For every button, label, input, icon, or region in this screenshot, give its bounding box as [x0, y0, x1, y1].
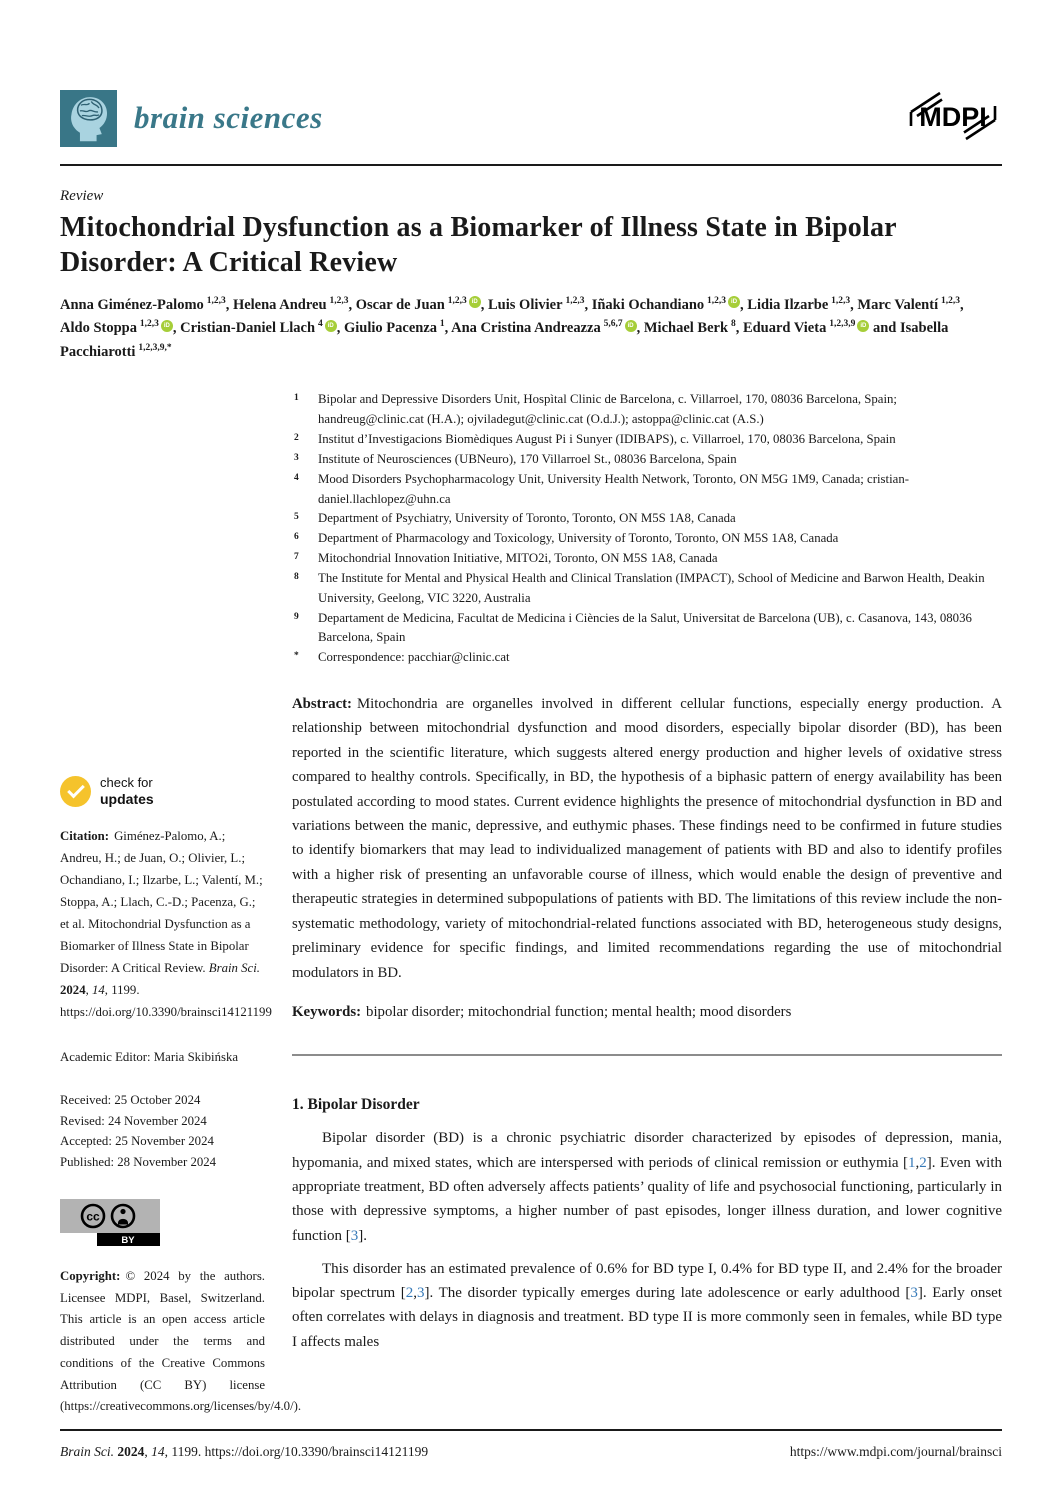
svg-text:MDPI: MDPI — [919, 101, 987, 132]
author: Oscar de Juan $^{1,2,3}$ iD , — [355, 296, 489, 313]
author: Michael Berk $^8$, — [643, 319, 743, 337]
body-paragraph: Bipolar disorder (BD) is a chronic psychiatric disorder characterized by episodes of depression, mania, hypomania, and mixed states, which are interspersed with periods of clinical remission or euthymia [1,2]. Even with appropriate treatment, BD often adversely affects patients’ quality of life and psychosocial functioning, particularly in those with depressive symptoms, a higher number of past episodes, longer illness duration, and lower cognitive function [3]. — [292, 1130, 1003, 1244]
affiliation: 9 Departament de Medicina, Facultat de Medicina i Ciències de la Salut, Universitat de Barcelona (UB), c. Casanova, 143, 08036 Barcelona, Spain — [294, 610, 972, 645]
page-footer — [60, 1429, 1002, 1460]
doi-link[interactable]: https://doi.org/10.3390/brainsci14121199 — [60, 1005, 272, 1020]
mdpi-logo — [904, 85, 1002, 152]
affiliation: * Correspondence: pacchiar@clinic.cat — [294, 650, 510, 665]
article-dates — [60, 1090, 265, 1173]
author: Anna Giménez-Palomo $^{1,2,3}$, — [60, 296, 233, 313]
keywords-label: Keywords: — [292, 1003, 362, 1020]
affiliation: 2 Institut d’Investigacions Biomèdiques August Pi i Sunyer (IDIBAPS), c. Villarroel, 170, 08036 Barcelona, Spain — [294, 432, 896, 447]
orcid-icon[interactable]: iD — [325, 320, 337, 332]
section-heading: 1. Bipolar Disorder — [292, 1096, 420, 1114]
keywords-divider — [292, 1054, 1002, 1056]
citation-ref[interactable]: 2 — [919, 1154, 927, 1171]
doi-link[interactable]: https://doi.org/10.3390/brainsci14121199 — [204, 1444, 429, 1459]
affiliation: 3 Institute of Neurosciences (UBNeuro), 170 Villarroel St., 08036 Barcelona, Spain — [294, 451, 737, 466]
section-body — [292, 1126, 1002, 1354]
citation-ref[interactable]: 2 — [405, 1285, 414, 1302]
affiliation: 1 Bipolar and Depressive Disorders Unit, Hospìtal Clinic de Barcelona, c. Villarroel, 170, 08036 Barcelona, Spain; handreug@clinic.cat (H.A.); ojviladegut@clinic.cat (O.d.J.); astoppa@clinic.cat (A.S.) — [294, 392, 897, 427]
footer-citation: Brain Sci. 2024, 14, 1199. https://doi.org/10.3390/brainsci14121199 — [60, 1444, 429, 1459]
check-for-updates-badge[interactable] — [60, 776, 265, 807]
author-list — [60, 294, 990, 364]
orcid-icon[interactable]: iD — [857, 320, 869, 332]
author: Ana Cristina Andreazza $^{5,6,7}$ iD , — [451, 319, 644, 337]
svg-text:cc: cc — [86, 1209, 100, 1224]
author: Lidia Ilzarbe $^{1,2,3}$, — [747, 296, 858, 313]
head-brain-icon — [60, 90, 117, 147]
copyright-text: © 2024 by the authors. Licensee MDPI, Basel, Switzerland. This article is an open access article distributed under the terms and conditions of the Creative Commons Attribution (CC BY) license (https://creativecommons.org/licenses/by/4.0/). — [60, 1268, 302, 1414]
copyright-label: Copyright: — [60, 1268, 121, 1283]
citation-ref[interactable]: 1 — [908, 1154, 916, 1171]
affiliation: 7 Mitochondrial Innovation Initiative, MITO2i, Toronto, ON M5S 1A8, Canada — [294, 551, 718, 566]
orcid-icon[interactable]: iD — [161, 320, 173, 332]
cc-by-icon — [60, 1199, 160, 1246]
published-date: Published: 28 November 2024 — [60, 1155, 217, 1170]
footer-divider — [60, 1429, 1002, 1431]
footer-journal-url[interactable]: https://www.mdpi.com/journal/brainsci — [789, 1444, 1002, 1459]
svg-text:BY: BY — [121, 1234, 135, 1246]
abstract-label: Abstract: — [292, 696, 352, 713]
main-column — [292, 390, 1002, 1429]
left-sidebar — [60, 390, 302, 1429]
journal-name: brain sciences — [134, 100, 323, 135]
accepted-date: Accepted: 25 November 2024 — [60, 1134, 214, 1149]
author: Cristian-Daniel Llach $^4$ iD , — [180, 319, 344, 337]
author: Isabella Pacchiarotti $^{1,2,3,9,*}$ — [60, 320, 949, 360]
author: Eduard Vieta $^{1,2,3,9}$ iD and — [742, 319, 900, 337]
keywords — [292, 1000, 1002, 1024]
author: Marc Valentí $^{1,2,3}$, — [857, 296, 964, 313]
citation-text: Giménez-Palomo, A.; Andreu, H.; de Juan, O.; Olivier, L.; Ochandiano, I.; Ilzarbe, L.; Valentí, M.; Stoppa, A.; Llach, C.-D.; Pacenza, G.; et al. Mitochondrial Dysfunction as a Biomarker of Illness State in Bipolar Disorder: A Critical Review. Brain Sci. 2024, 14, 1199. https://doi.org/10.3390/brainsci14121199 — [60, 829, 272, 1020]
journal-logo — [60, 90, 323, 147]
revised-date: Revised: 24 November 2024 — [60, 1113, 207, 1128]
affiliation: 6 Department of Pharmacology and Toxicology, University of Toronto, Toronto, ON M5S 1A8, Canada — [294, 531, 839, 546]
mdpi-hexagon-icon — [904, 85, 1002, 147]
content-columns — [60, 390, 1002, 1429]
citation-label: Citation: — [60, 829, 110, 844]
check-updates-label: check for updates — [100, 775, 154, 808]
journal-header — [60, 88, 1002, 148]
brain-sciences-logo-icon — [60, 90, 117, 147]
abstract — [292, 692, 1002, 985]
header-divider — [60, 164, 1002, 166]
author: Iñaki Ochandiano $^{1,2,3}$ iD , — [591, 296, 748, 313]
received-date: Received: 25 October 2024 — [60, 1092, 201, 1107]
orcid-icon[interactable]: iD — [728, 296, 740, 308]
citation-ref[interactable]: 3 — [417, 1285, 425, 1302]
citation-block — [60, 825, 272, 1023]
orcid-icon[interactable]: iD — [625, 320, 637, 332]
body-paragraph: This disorder has an estimated prevalence of 0.6% for BD type I, 0.4% for BD type II, and 2.4% for the broader bipolar spectrum [2,3]. The disorder typically emerges during late adolescence or early adulthood [3]. Early onset often correlates with delays in diagnosis and treatment. BD type II is more commonly seen in females, while BD type I affects males — [292, 1260, 1003, 1350]
cc-by-license-badge[interactable] — [60, 1199, 265, 1250]
checkmark-icon — [60, 776, 91, 807]
citation-ref[interactable]: 3 — [350, 1227, 359, 1244]
affiliation: 4 Mood Disorders Psychopharmacology Unit, University Health Network, Toronto, ON M5G 1M9, Canada; cristian-daniel.llachlopez@uhn.ca — [294, 471, 909, 506]
author: Aldo Stoppa $^{1,2,3}$ iD , — [60, 319, 181, 337]
academic-editor: Academic Editor: Maria Skibińska — [60, 1050, 239, 1065]
author: Luis Olivier $^{1,2,3}$, — [488, 296, 592, 313]
abstract-text: Mitochondria are organelles involved in different cellular functions, especially energy production. A relationship between mitochondrial dysfunction and mood disorders, especially bipolar disorder (BD), has been reported in the scientific literature, which suggests altered energy production and higher levels of oxidative stress compared to healthy controls. Specifically, in BD, the hypothesis of a biphasic pattern of energy availability has been postulated according to mood states. Current evidence highlights the presence of mitochondrial dysfunction in BD and variations between the manic, depressive, and euthymic phases. These findings need to be confirmed in future studies to identify biomarkers that may lead to individualized management of patients with BD and also to identify profiles with a higher risk of presenting an unfavorable course of illness, which would enable the design of preventive and therapeutic strategies in determined subpopulations of patients with BD. The limitations of this review include the non-systematic methodology, variety of mitochondrial-related functions associated with BD, heterogeneous study designs, preliminary evidence for specific findings, and limited recommendations regarding the use of mitochondrial modulators in BD. — [292, 696, 1002, 981]
article-title: Mitochondrial Dysfunction as a Biomarker of Illness State in Bipolar Disorder: A Critical Review — [60, 212, 897, 278]
article-type: Review — [60, 188, 104, 204]
copyright-notice — [60, 1266, 302, 1418]
orcid-icon[interactable]: iD — [469, 296, 481, 308]
affiliation: 5 Department of Psychiatry, University of Toronto, Toronto, ON M5S 1A8, Canada — [294, 511, 736, 526]
citation-ref[interactable]: 3 — [910, 1285, 918, 1302]
affiliation: 8 The Institute for Mental and Physical Health and Clinical Translation (IMPACT), School of Medicine and Barwon Health, Deakin University, Geelong, VIC 3220, Australia — [294, 570, 985, 605]
author: Giulio Pacenza $^1$, — [343, 319, 452, 337]
author: Helena Andreu $^{1,2,3}$, — [232, 296, 356, 313]
affiliation-list — [292, 390, 1002, 668]
keywords-text: bipolar disorder; mitochondrial function; mental health; mood disorders — [366, 1003, 792, 1020]
